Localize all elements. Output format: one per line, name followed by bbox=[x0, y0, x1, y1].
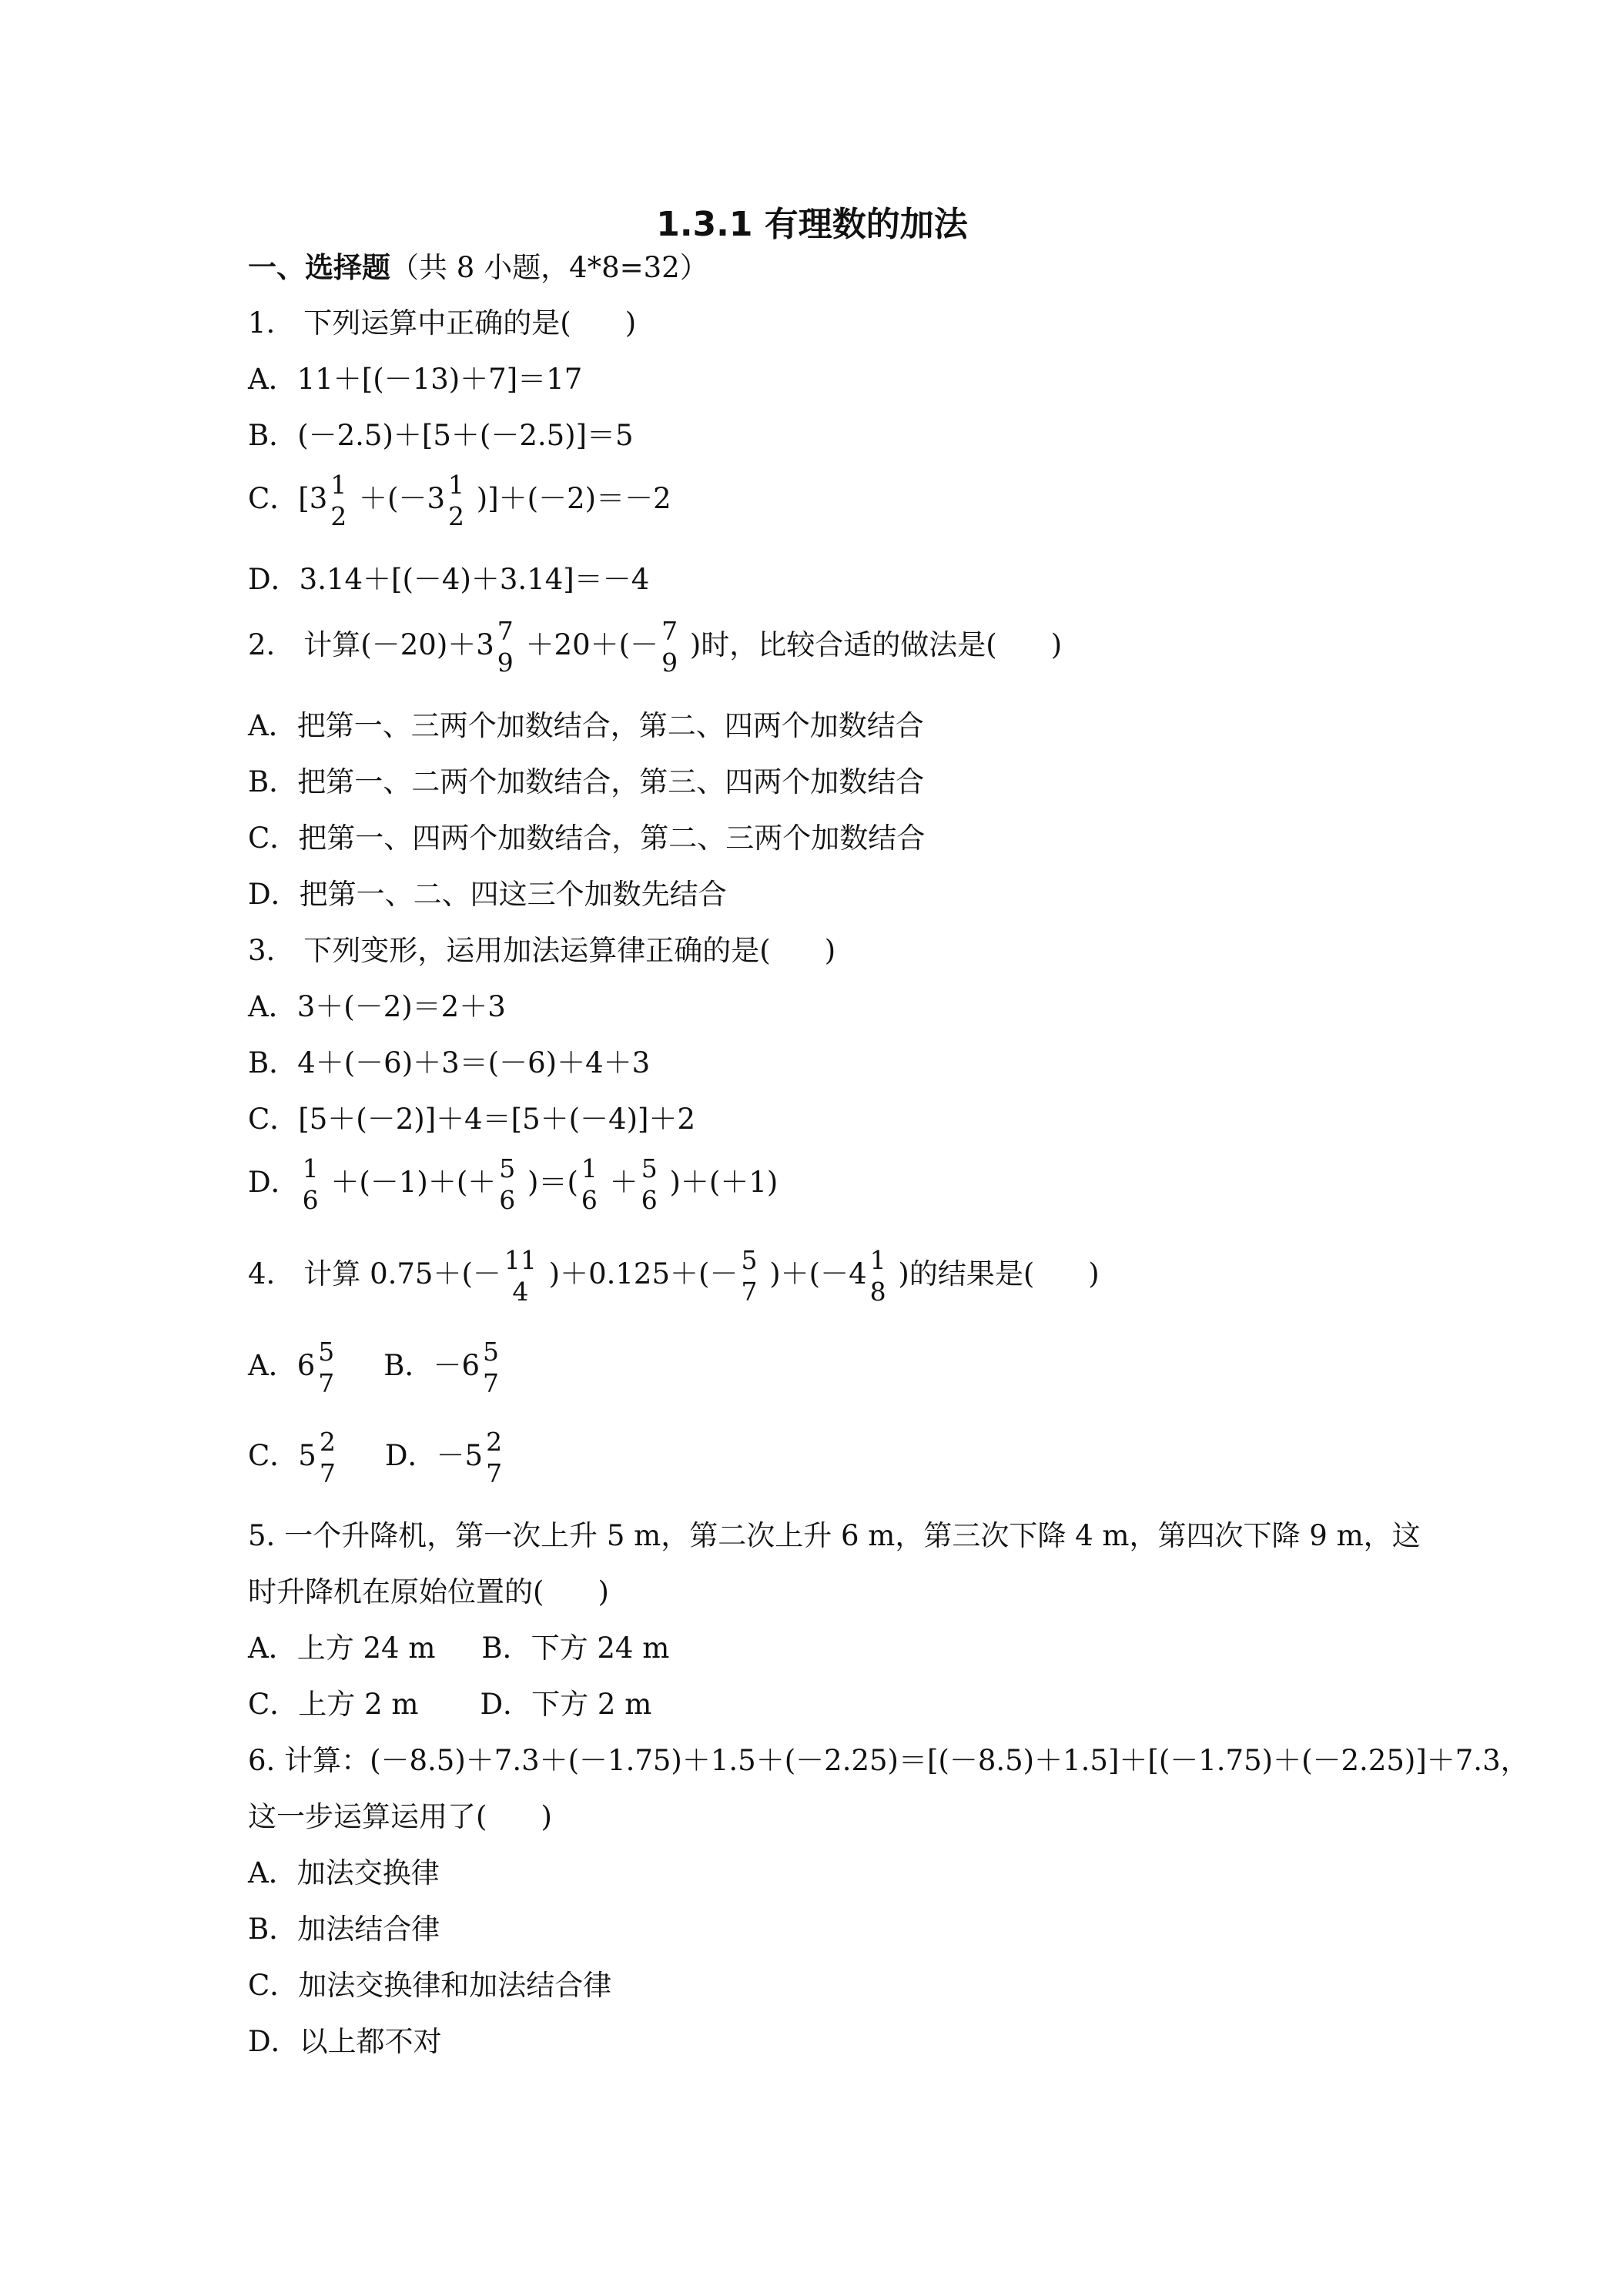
q4-a-pre: A．6 bbox=[248, 1349, 316, 1382]
q4-f3-den: 8 bbox=[869, 1277, 886, 1307]
q1-option-a: A．11＋[(－13)＋7]＝17 bbox=[248, 363, 583, 396]
q2-option-a: A．把第一、三两个加数结合，第二、四两个加数结合 bbox=[248, 709, 924, 742]
q4-d-num: 2 bbox=[486, 1427, 503, 1457]
q4-post: )的结果是( bbox=[889, 1257, 1035, 1290]
q3-stem-text: 3. 下列变形，运用加法运算律正确的是( bbox=[248, 934, 771, 967]
q1-option-b: B．(－2.5)＋[5＋(－2.5)]＝5 bbox=[248, 419, 634, 452]
q2-f2-num: 7 bbox=[661, 616, 678, 646]
q5-options-cd bbox=[248, 1687, 651, 1722]
q5-option-a: A．上方 24 m bbox=[248, 1632, 436, 1665]
q1-c-mid: ＋(－3 bbox=[350, 482, 446, 515]
q3-d-pre: D． bbox=[248, 1166, 300, 1199]
q1-option-c bbox=[248, 470, 671, 532]
q4-b-fraction bbox=[483, 1337, 499, 1399]
q4-fraction-1 bbox=[504, 1245, 537, 1307]
q3-d-fraction-2 bbox=[499, 1153, 515, 1216]
q2-close: ) bbox=[1050, 628, 1063, 661]
page-title: 1.3.1 有理数的加法 bbox=[656, 205, 968, 244]
q3-d-mid1: ＋(－1)＋(＋ bbox=[321, 1166, 497, 1199]
q4-fraction-3 bbox=[870, 1245, 886, 1307]
q3-d-fraction-3 bbox=[581, 1153, 598, 1216]
question-6-line-1: 6. 计算：(－8.5)＋7.3＋(－1.75)＋1.5＋(－2.25)＝[(－8.5)＋1.5]＋[(－1.75)＋(－2.25)]＋7.3， bbox=[248, 1744, 1529, 1777]
section-heading bbox=[248, 249, 708, 286]
q5-option-d: D．下方 2 m bbox=[480, 1688, 652, 1721]
q1-c-pre: C．[3 bbox=[248, 482, 328, 515]
q4-a-fraction bbox=[318, 1337, 334, 1399]
question-5-line-2 bbox=[248, 1575, 609, 1610]
q4-a-den: 7 bbox=[318, 1368, 335, 1398]
q4-options-ab bbox=[248, 1337, 502, 1399]
q1-option-d: D．3.14＋[(－4)＋3.14]＝－4 bbox=[248, 563, 650, 596]
q6-option-a: A．加法交换律 bbox=[248, 1856, 440, 1889]
q6-close: ) bbox=[541, 1800, 552, 1833]
q4-f3-num: 1 bbox=[869, 1245, 886, 1275]
q3-d-f2-num: 5 bbox=[499, 1153, 516, 1183]
question-3-stem bbox=[248, 933, 835, 969]
q4-c-fraction bbox=[320, 1427, 336, 1489]
q4-b-num: 5 bbox=[483, 1337, 499, 1367]
q3-d-f3-den: 6 bbox=[581, 1185, 598, 1215]
q4-c-num: 2 bbox=[319, 1427, 336, 1457]
q3-option-c: C．[5＋(－2)]＋4＝[5＋(－4)]＋2 bbox=[248, 1103, 696, 1136]
q5-line2-text: 时升降机在原始位置的( bbox=[248, 1575, 544, 1608]
q1-c-fraction-1 bbox=[330, 470, 347, 532]
q3-d-fraction-4 bbox=[641, 1153, 658, 1216]
q4-a-num: 5 bbox=[318, 1337, 335, 1367]
q2-option-b: B．把第一、二两个加数结合，第三、四两个加数结合 bbox=[248, 765, 925, 798]
q4-fraction-2 bbox=[741, 1245, 757, 1307]
q2-pre: 2. 计算(－20)＋3 bbox=[248, 628, 494, 661]
question-2-stem bbox=[248, 616, 1062, 678]
q4-f2-num: 5 bbox=[741, 1245, 758, 1275]
q2-f2-den: 9 bbox=[661, 648, 678, 678]
q3-d-mid3: ＋ bbox=[600, 1166, 638, 1199]
q1-c-f2-den: 2 bbox=[448, 501, 465, 531]
q2-fraction-2 bbox=[661, 616, 678, 678]
q1-stem-text: 1. 下列运算中正确的是( bbox=[248, 306, 571, 340]
q3-d-f2-den: 6 bbox=[499, 1185, 516, 1215]
q4-f1-num: 11 bbox=[504, 1245, 537, 1275]
q4-f1-den: 4 bbox=[512, 1277, 529, 1307]
q1-c-f1-den: 2 bbox=[330, 501, 347, 531]
q4-mid1: )＋0.125＋(－ bbox=[539, 1257, 738, 1290]
q1-stem-close: ) bbox=[624, 306, 637, 340]
q6-option-b: B．加法结合律 bbox=[248, 1913, 440, 1946]
q1-c-fraction-2 bbox=[448, 470, 464, 532]
q4-close: ) bbox=[1088, 1257, 1100, 1290]
q4-b-pre: B．－6 bbox=[383, 1349, 480, 1382]
q3-option-d bbox=[248, 1153, 778, 1216]
q6-option-c: C．加法交换律和加法结合律 bbox=[248, 1969, 612, 2002]
q2-f1-den: 9 bbox=[497, 648, 514, 678]
q3-stem-close: ) bbox=[824, 934, 836, 967]
q1-c-post: )]＋(－2)＝－2 bbox=[467, 482, 671, 515]
q5-option-c: C．上方 2 m bbox=[248, 1688, 419, 1721]
q2-post: )时，比较合适的做法是( bbox=[681, 628, 997, 661]
q4-d-pre: D．－5 bbox=[384, 1439, 484, 1472]
q3-d-f4-den: 6 bbox=[641, 1185, 658, 1215]
q5-option-b: B．下方 24 m bbox=[481, 1632, 670, 1665]
section-heading-label: 一、选择题 bbox=[248, 250, 390, 284]
q4-c-pre: C．5 bbox=[248, 1439, 316, 1472]
question-6-line-2 bbox=[248, 1799, 552, 1835]
q2-f1-num: 7 bbox=[497, 616, 514, 646]
q2-mid: ＋20＋(－ bbox=[516, 628, 659, 661]
q3-option-b: B．4＋(－6)＋3＝(－6)＋4＋3 bbox=[248, 1046, 651, 1079]
q4-d-den: 7 bbox=[486, 1458, 503, 1488]
q3-d-post: )＋(＋1) bbox=[660, 1166, 779, 1199]
q1-c-f2-num: 1 bbox=[448, 470, 465, 500]
q5-options-ab bbox=[248, 1631, 669, 1666]
q3-d-f1-num: 1 bbox=[302, 1153, 319, 1183]
question-4-stem bbox=[248, 1245, 1100, 1307]
q4-pre: 4. 计算 0.75＋(－ bbox=[248, 1257, 501, 1290]
q2-fraction-1 bbox=[497, 616, 514, 678]
question-1-stem bbox=[248, 306, 636, 341]
q5-close: ) bbox=[598, 1575, 609, 1608]
q4-d-fraction bbox=[486, 1427, 502, 1489]
question-5-line-1: 5. 一个升降机，第一次上升 5 m，第二次上升 6 m，第三次下降 4 m，第四次下降 9 m，这 bbox=[248, 1519, 1421, 1552]
q2-option-c: C．把第一、四两个加数结合，第二、三两个加数结合 bbox=[248, 822, 926, 855]
q3-d-f1-den: 6 bbox=[302, 1185, 319, 1215]
q3-d-f3-num: 1 bbox=[581, 1153, 598, 1183]
q1-c-f1-num: 1 bbox=[330, 470, 347, 500]
q4-b-den: 7 bbox=[483, 1368, 499, 1398]
q3-d-mid2: )＝( bbox=[518, 1166, 578, 1199]
q2-option-d: D．把第一、二、四这三个加数先结合 bbox=[248, 878, 727, 911]
q4-mid2: )＋(－4 bbox=[760, 1257, 867, 1290]
q6-option-d: D．以上都不对 bbox=[248, 2025, 442, 2058]
q3-option-a: A．3＋(－2)＝2＋3 bbox=[248, 990, 506, 1023]
q4-f2-den: 7 bbox=[741, 1277, 758, 1307]
q6-line2-text: 这一步运算运用了( bbox=[248, 1800, 487, 1833]
q4-c-den: 7 bbox=[319, 1458, 336, 1488]
q4-options-cd bbox=[248, 1427, 505, 1489]
q3-d-fraction-1 bbox=[303, 1153, 319, 1216]
section-heading-sub: （共 8 小题，4*8=32） bbox=[390, 251, 708, 284]
q3-d-f4-num: 5 bbox=[641, 1153, 658, 1183]
